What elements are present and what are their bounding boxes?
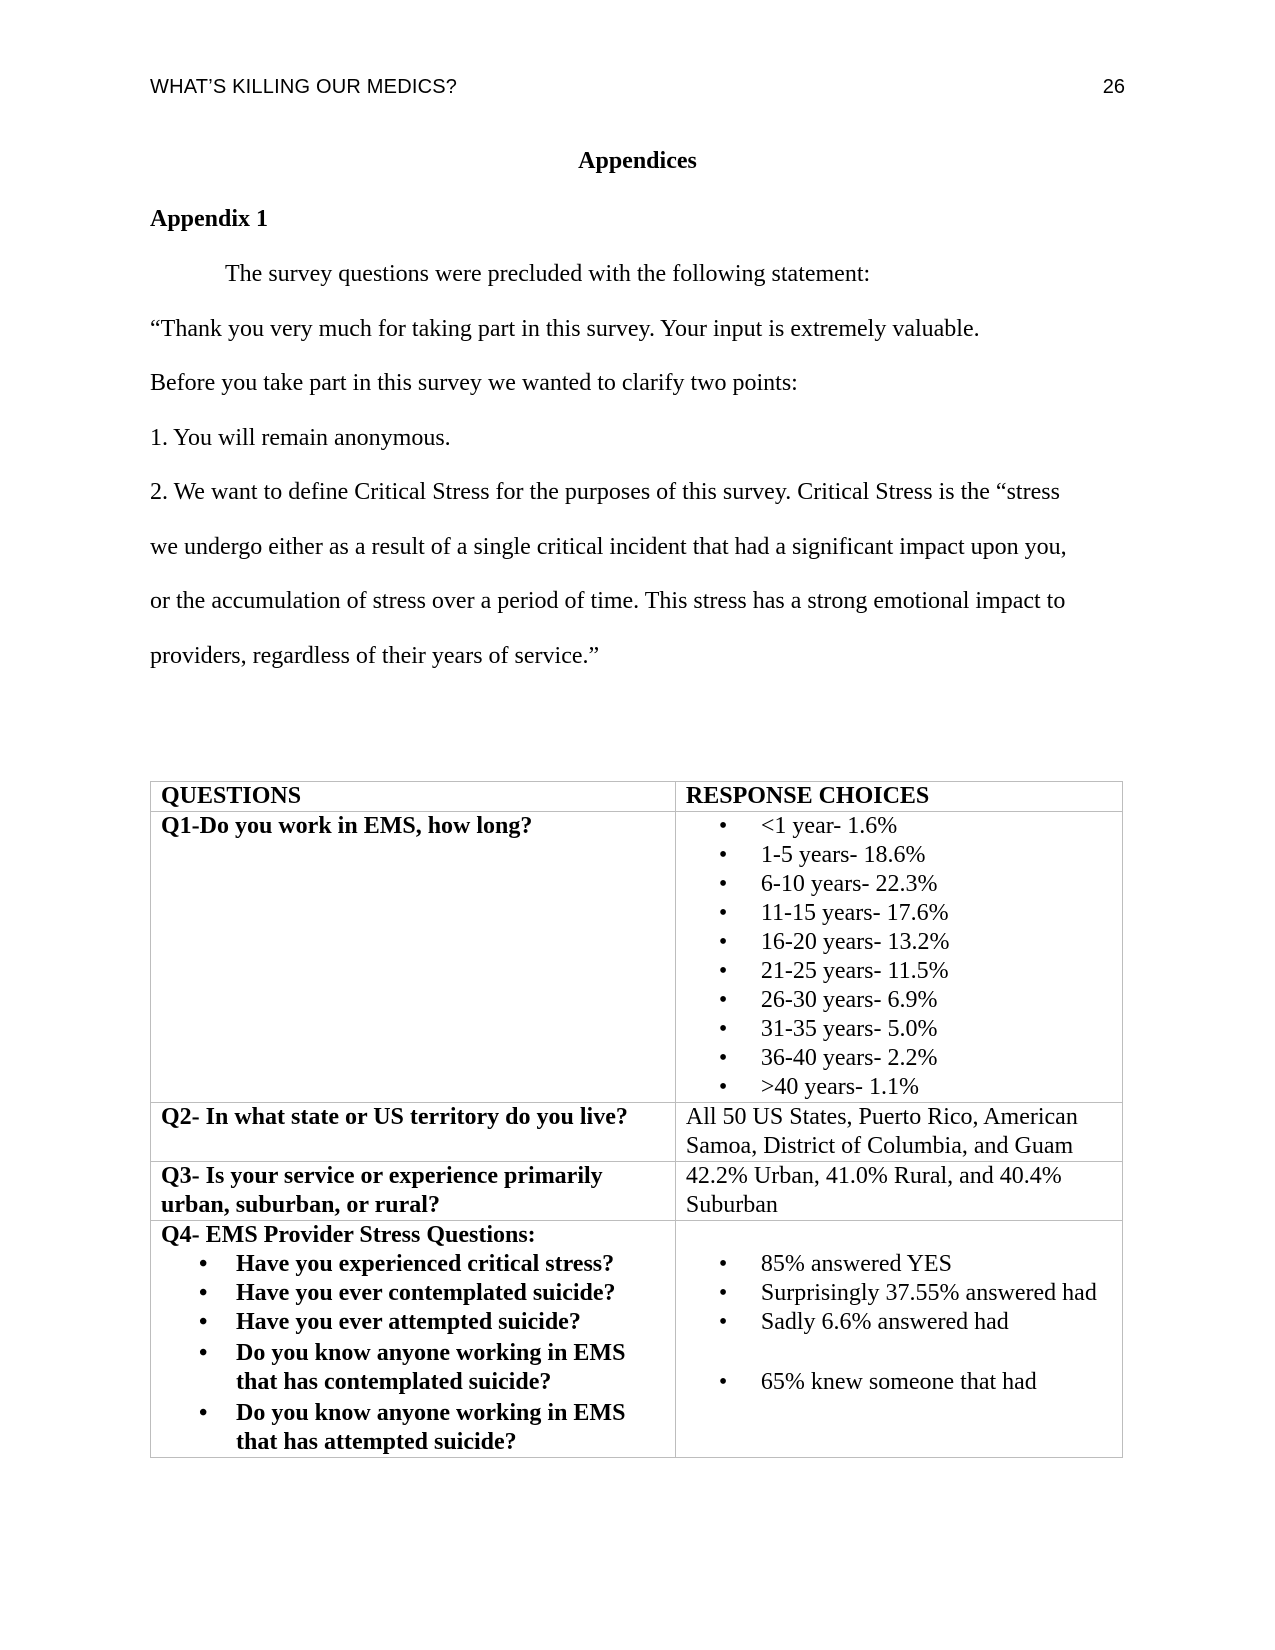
table-row-q1	[151, 812, 1123, 1103]
q4-response-2: • Surprisingly 37.55% answered had	[686, 1279, 1112, 1308]
q3-question-line-2: urban, suburban, or rural?	[161, 1192, 440, 1218]
q3-response-line-1: 42.2% Urban, 41.0% Rural, and 40.4%	[685, 1163, 1062, 1189]
q4-response-spacer	[686, 1221, 1112, 1250]
q4-sub-question-1: • Have you experienced critical stress?	[161, 1250, 665, 1279]
q2-response-line-2: Samoa, District of Columbia, and Guam	[685, 1133, 1074, 1159]
q1-response-9: • 36-40 years- 2.2%	[686, 1044, 1112, 1073]
q4-sub-question-4: • Do you know anyone working in EMS that has contemplated suicide?	[161, 1339, 665, 1397]
q1-response-1: • <1 year- 1.6%	[686, 812, 1112, 841]
q4-sub-question-5: • Do you know anyone working in EMS that has attempted suicide?	[161, 1399, 665, 1457]
intro-line-8: providers, regardless of their years of service.”	[150, 643, 600, 669]
page-number: 26	[1102, 76, 1125, 98]
q4-question-title: Q4- EMS Provider Stress Questions:	[161, 1222, 536, 1248]
q1-response-8: • 31-35 years- 5.0%	[686, 1015, 1112, 1044]
q1-question: Q1-Do you work in EMS, how long?	[151, 812, 676, 1103]
q4-sub-question-2: • Have you ever contemplated suicide?	[161, 1279, 665, 1308]
q1-response-5: • 16-20 years- 13.2%	[686, 928, 1112, 957]
table-header-row	[151, 782, 1123, 812]
q3-response-line-2: Suburban	[685, 1192, 778, 1218]
q4-question	[151, 1221, 676, 1458]
intro-line-5: 2. We want to define Critical Stress for the purposes of this survey. Critical Stress is the “stress	[150, 479, 1060, 505]
q2-question: Q2- In what state or US territory do you live?	[151, 1103, 676, 1162]
survey-table	[150, 781, 1123, 1458]
header-response-choices: RESPONSE CHOICES	[675, 782, 1122, 812]
q4-response-4: • 65% knew someone that had	[686, 1368, 1112, 1397]
q4-response-3: • Sadly 6.6% answered had	[686, 1308, 1112, 1337]
q1-response-4: • 11-15 years- 17.6%	[686, 899, 1112, 928]
table-row-q2	[151, 1103, 1123, 1162]
q2-response-line-1: All 50 US States, Puerto Rico, American	[685, 1104, 1078, 1130]
q4-responses	[675, 1221, 1122, 1458]
intro-line-3: Before you take part in this survey we wanted to clarify two points:	[150, 370, 798, 396]
q1-response-6: • 21-25 years- 11.5%	[686, 957, 1112, 986]
intro-line-2: “Thank you very much for taking part in this survey. Your input is extremely valuable.	[150, 316, 980, 342]
q1-response-7: • 26-30 years- 6.9%	[686, 986, 1112, 1015]
appendix-heading: Appendix 1	[150, 206, 269, 232]
q4-response-1: • 85% answered YES	[686, 1250, 1112, 1279]
intro-line-6: we undergo either as a result of a single critical incident that had a significant impact upon you,	[150, 534, 1067, 560]
q1-responses	[675, 812, 1122, 1103]
intro-line-7: or the accumulation of stress over a period of time. This stress has a strong emotional impact to	[150, 588, 1066, 614]
section-title: Appendices	[578, 148, 697, 174]
table-row-q4	[151, 1221, 1123, 1458]
q1-response-2: • 1-5 years- 18.6%	[686, 841, 1112, 870]
q1-response-3: • 6-10 years- 22.3%	[686, 870, 1112, 899]
q1-response-10: • >40 years- 1.1%	[686, 1073, 1112, 1102]
running-head: WHAT’S KILLING OUR MEDICS?	[150, 76, 458, 98]
intro-line-4: 1. You will remain anonymous.	[150, 425, 451, 451]
intro-line-1: The survey questions were precluded with the following statement:	[225, 261, 871, 287]
q4-sub-question-3: • Have you ever attempted suicide?	[161, 1308, 665, 1337]
q2-response	[675, 1103, 1122, 1162]
table-row-q3	[151, 1162, 1123, 1221]
q3-response	[675, 1162, 1122, 1221]
q3-question-line-1: Q3- Is your service or experience primarily	[161, 1163, 603, 1189]
header-questions: QUESTIONS	[151, 782, 676, 812]
q3-question	[151, 1162, 676, 1221]
